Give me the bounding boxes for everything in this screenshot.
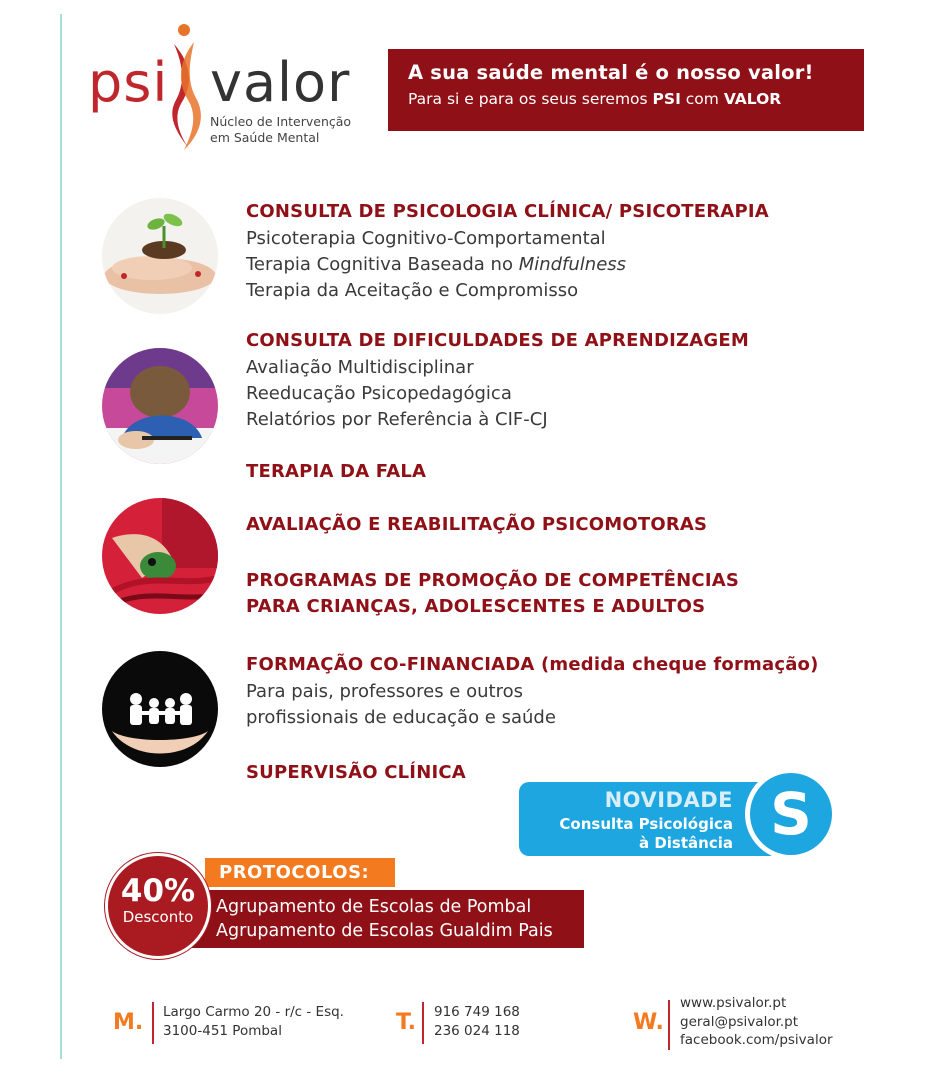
photo-paper-family xyxy=(102,651,218,767)
photo-sprout-hands xyxy=(102,198,218,314)
protocol-item-gualdim-pais: Agrupamento de Escolas Gualdim Pais xyxy=(216,921,553,941)
footer-phone-letter: T. xyxy=(396,1010,417,1035)
discount-label: Desconto xyxy=(122,908,194,926)
logo-subtitle xyxy=(210,114,351,146)
service-training-line1: Para pais, professores e outros xyxy=(246,681,523,702)
novidade-title: NOVIDADE xyxy=(604,788,733,812)
footer-web xyxy=(680,994,833,1050)
service-learning-line1: Avaliação Multidisciplinar xyxy=(246,357,474,378)
service-clinical-line3: Terapia da Aceitação e Compromisso xyxy=(246,280,579,301)
service-clinical-title: CONSULTA DE PSICOLOGIA CLÍNICA/ PSICOTERAPIA xyxy=(246,201,769,222)
footer-phone-landline[interactable]: 236 024 118 xyxy=(434,1022,520,1039)
footer-website-link[interactable]: www.psivalor.pt xyxy=(680,995,787,1011)
footer-phone-mobile[interactable]: 916 749 168 xyxy=(434,1004,520,1020)
service-learning-line3: Relatórios por Referência à CIF-CJ xyxy=(246,409,548,430)
novidade-subtitle xyxy=(559,815,733,853)
novidade-line2: à Distância xyxy=(639,834,733,852)
novidade-badge xyxy=(519,782,779,856)
slogan-subline-mid: com xyxy=(680,90,724,108)
protocols-heading: PROTOCOLOS: xyxy=(205,858,395,887)
protocols-list xyxy=(190,890,584,948)
footer-address-divider xyxy=(152,1002,154,1044)
logo-word-psi: psi xyxy=(88,51,169,114)
service-training-title: FORMAÇÃO CO-FINANCIADA (medida cheque formação) xyxy=(246,654,819,675)
slogan-psi: PSI xyxy=(652,90,681,108)
service-clinical-line2 xyxy=(246,252,626,278)
footer-web-letter: W. xyxy=(633,1010,664,1035)
service-clinical-line1: Psicoterapia Cognitivo-Comportamental xyxy=(246,228,606,249)
svg-text:S: S xyxy=(770,780,812,848)
logo-subtitle-line2: em Saúde Mental xyxy=(210,130,320,145)
skype-icon xyxy=(743,766,839,862)
footer-address-line2: 3100-451 Pombal xyxy=(163,1022,282,1039)
footer-facebook-link[interactable]: facebook.com/psivalor xyxy=(680,1032,833,1048)
service-supervision-title: SUPERVISÃO CLÍNICA xyxy=(246,762,466,783)
photo-child-studying xyxy=(102,348,218,464)
slogan-subline xyxy=(408,90,864,108)
discount-badge xyxy=(105,853,211,959)
left-decorative-rule xyxy=(60,14,62,1059)
service-clinical-line2-prefix: Terapia Cognitiva Baseada no xyxy=(246,254,519,275)
novidade-line1: Consulta Psicológica xyxy=(559,815,733,833)
slogan-headline: A sua saúde mental é o nosso valor! xyxy=(408,61,814,84)
logo-word-valor: valor xyxy=(210,51,351,114)
slogan-valor: VALOR xyxy=(723,90,782,108)
service-learning-title: CONSULTA DE DIFICULDADES DE APRENDIZAGEM xyxy=(246,330,749,351)
footer-address-line1: Largo Carmo 20 - r/c - Esq. xyxy=(163,1004,344,1020)
footer-email-link[interactable]: geral@psivalor.pt xyxy=(680,1013,799,1030)
slogan-subline-prefix: Para si e para os seus seremos xyxy=(408,90,653,108)
footer-web-divider xyxy=(668,1000,670,1050)
service-learning-line2: Reeducação Psicopedagógica xyxy=(246,383,512,404)
slogan-banner xyxy=(388,49,864,131)
service-clinical-line2-italic: Mindfulness xyxy=(518,254,627,275)
logo-figure-icon xyxy=(160,22,210,152)
logo-subtitle-line1: Núcleo de Intervenção xyxy=(210,114,352,129)
service-speech-title: TERAPIA DA FALA xyxy=(246,461,427,482)
footer-address xyxy=(163,1003,344,1040)
discount-value: 40% xyxy=(120,873,196,909)
psivalor-logo xyxy=(88,22,378,152)
service-programs-title-line1: PROGRAMAS DE PROMOÇÃO DE COMPETÊNCIAS xyxy=(246,570,740,591)
footer-phone-divider xyxy=(422,1002,424,1044)
photo-child-playing xyxy=(102,498,218,614)
service-psychomotor-title: AVALIAÇÃO E REABILITAÇÃO PSICOMOTORAS xyxy=(246,514,708,535)
service-training-line2: profissionais de educação e saúde xyxy=(246,707,556,728)
footer-address-letter: M. xyxy=(113,1010,144,1035)
footer-phones xyxy=(434,1003,520,1040)
service-programs-title-line2: PARA CRIANÇAS, ADOLESCENTES E ADULTOS xyxy=(246,596,706,617)
protocol-item-pombal: Agrupamento de Escolas de Pombal xyxy=(216,897,532,917)
